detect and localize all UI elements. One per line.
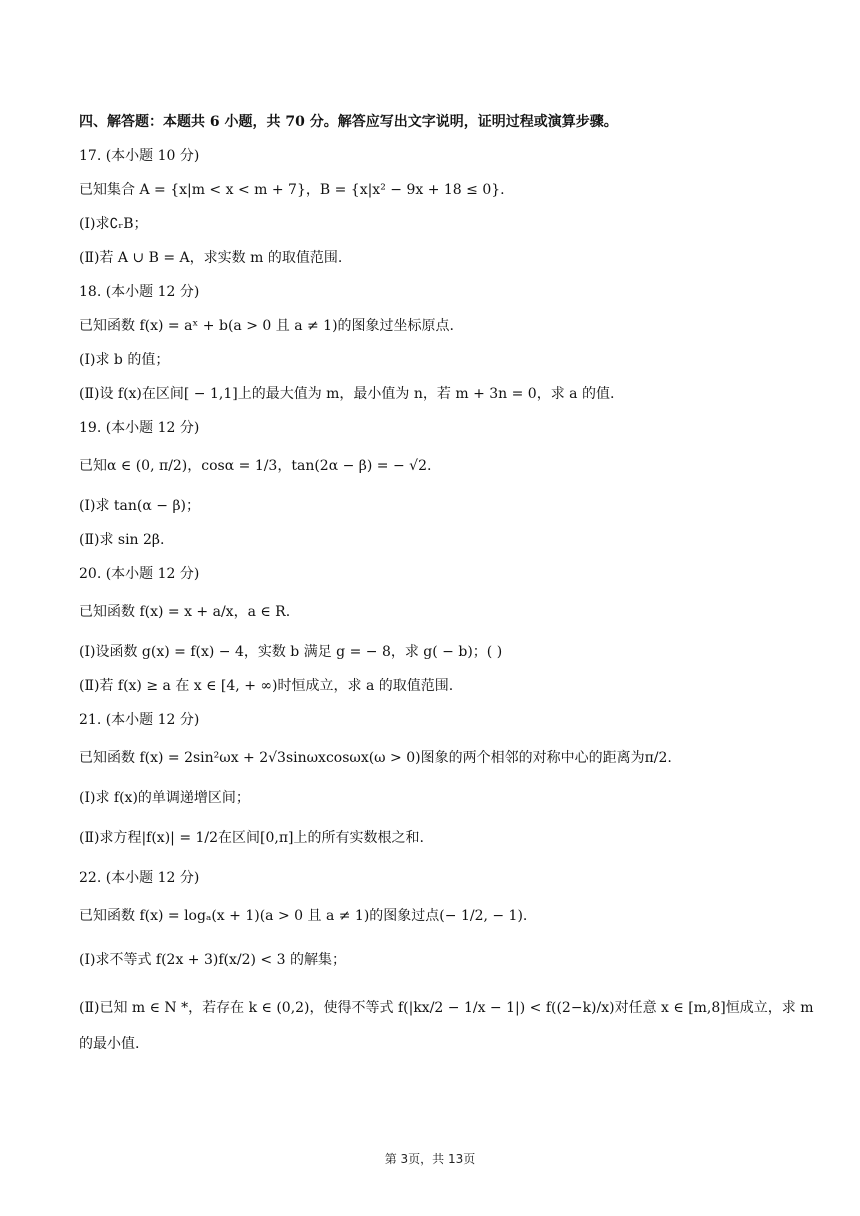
problem-22-part-1: (Ⅰ)求不等式 f(2x + 3)f(x/2) < 3 的解集； (79, 952, 346, 968)
problem-21-stem: 已知函数 f(x) = 2sin²ωx + 2√3sinωxcosωx(ω > 0)图象的两个相邻的对称中心的距离为π/2. (79, 750, 672, 766)
problem-17-part-1: (Ⅰ)求∁ᵣB； (79, 216, 148, 232)
problem-18-part-2: (Ⅱ)设 f(x)在区间[ − 1,1]上的最大值为 m，最小值为 n，若 m + 3n = 0，求 a 的值. (79, 386, 615, 402)
section-header: 四、解答题：本题共 6 小题，共 70 分。解答应写出文字说明，证明过程或演算步骤。 (79, 114, 618, 130)
problem-22-part-2-cont: 的最小值. (79, 1036, 140, 1052)
problem-20-title: 20. (本小题 12 分) (79, 566, 200, 582)
problem-18-stem: 已知函数 f(x) = aˣ + b(a > 0 且 a ≠ 1)的图象过坐标原点. (79, 318, 454, 334)
problem-20-part-2: (Ⅱ)若 f(x) ≥ a 在 x ∈ [4, + ∞)时恒成立，求 a 的取值范围. (79, 678, 454, 694)
problem-19-part-1: (Ⅰ)求 tan(α − β)； (79, 498, 200, 514)
problem-19-title: 19. (本小题 12 分) (79, 420, 200, 436)
problem-19-stem: 已知α ∈ (0, π/2)，cosα = 1/3，tan(2α − β) = − √2. (79, 458, 432, 474)
page-footer: 第 3页，共 13页 (384, 1152, 476, 1166)
problem-22-part-2: (Ⅱ)已知 m ∈ N *，若存在 k ∈ (0,2)，使得不等式 f(|kx/2 − 1/x − 1|) < f((2−k)/x)对任意 x ∈ [m,8]恒成立，求 m (79, 1000, 814, 1016)
problem-17-part-2: (Ⅱ)若 A ∪ B = A，求实数 m 的取值范围. (79, 250, 343, 266)
problem-21-part-2: (Ⅱ)求方程|f(x)| = 1/2在区间[0,π]上的所有实数根之和. (79, 830, 424, 846)
problem-18-title: 18. (本小题 12 分) (79, 284, 200, 300)
problem-21-part-1: (Ⅰ)求 f(x)的单调递增区间； (79, 790, 250, 806)
problem-20-stem: 已知函数 f(x) = x + a/x，a ∈ R. (79, 604, 291, 620)
problem-17-title: 17. (本小题 10 分) (79, 148, 200, 164)
problem-22-title: 22. (本小题 12 分) (79, 870, 200, 886)
problem-20-part-1: (Ⅰ)设函数 g(x) = f(x) − 4，实数 b 满足 g = − 8，求 g( − b)；( ) (79, 644, 503, 660)
problem-18-part-1: (Ⅰ)求 b 的值； (79, 352, 170, 368)
problem-22-stem: 已知函数 f(x) = logₐ(x + 1)(a > 0 且 a ≠ 1)的图象过点(− 1/2, − 1). (79, 908, 528, 924)
problem-17-stem: 已知集合 A = {x|m < x < m + 7}，B = {x|x² − 9x + 18 ≤ 0}. (79, 182, 505, 198)
problem-21-title: 21. (本小题 12 分) (79, 712, 200, 728)
problem-19-part-2: (Ⅱ)求 sin 2β. (79, 532, 165, 548)
